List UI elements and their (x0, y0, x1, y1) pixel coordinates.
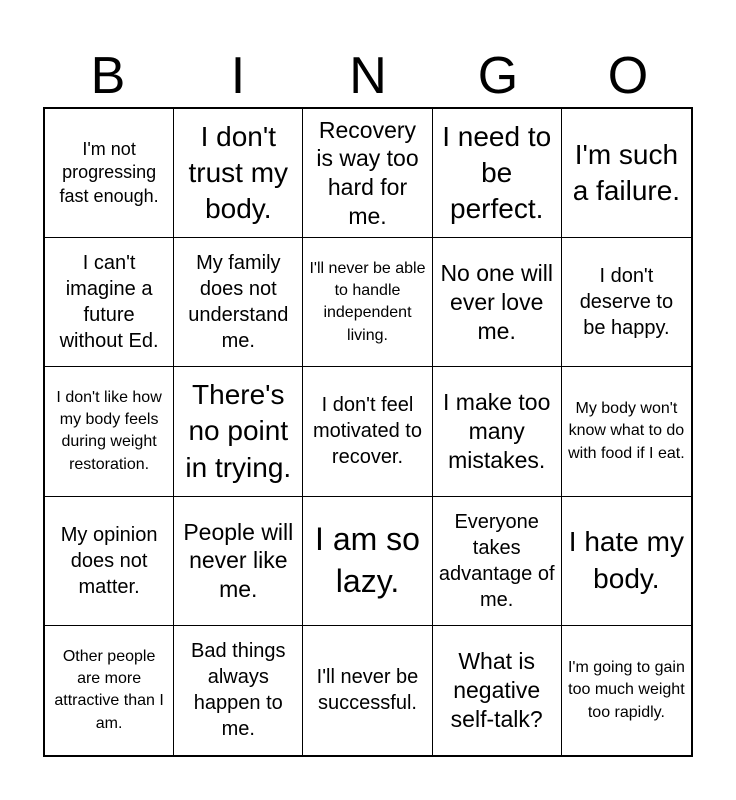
cell-text: No one will ever love me. (440, 260, 553, 344)
cell-text: Other people are more attractive than I am. (54, 647, 164, 732)
cell-text: I'll never be able to handle independent living. (309, 259, 426, 344)
cell-text: I need to be perfect. (442, 120, 552, 225)
cell-text: Everyone takes advantage of me. (438, 510, 555, 611)
bingo-board (43, 107, 693, 757)
bingo-cell[interactable] (433, 238, 562, 367)
cell-text: What is negative self-talk? (450, 648, 543, 732)
cell-text: My body won't know what to do with food if I eat. (568, 399, 685, 462)
bingo-header (43, 44, 693, 108)
bingo-cell[interactable] (174, 626, 303, 755)
cell-text: Bad things always happen to me. (191, 640, 286, 741)
cell-text: I don't feel motivated to recover. (313, 394, 422, 469)
bingo-cell[interactable] (433, 626, 562, 755)
cell-text: I'm going to gain too much weight too rapidly. (567, 658, 685, 721)
bingo-cell[interactable] (303, 497, 432, 626)
bingo-cell[interactable] (45, 626, 174, 755)
bingo-cell[interactable] (433, 109, 562, 238)
bingo-cell[interactable] (562, 367, 691, 496)
cell-text: I don't deserve to be happy. (579, 265, 674, 340)
bingo-cell[interactable] (45, 367, 174, 496)
header-letter-n: N (349, 47, 387, 105)
bingo-cell[interactable] (562, 497, 691, 626)
header-letter-g: G (477, 47, 519, 105)
bingo-cell[interactable] (433, 367, 562, 496)
cell-text: My family does not understand me. (188, 252, 289, 353)
cell-text: I'm such a failure. (572, 138, 681, 207)
bingo-cell[interactable] (303, 626, 432, 755)
cell-text: There's no point in trying. (185, 378, 292, 483)
header-letter-o: O (607, 47, 649, 105)
cell-text: I can't imagine a future without Ed. (59, 252, 159, 353)
cell-text: I make too many mistakes. (443, 389, 551, 473)
bingo-cell[interactable] (174, 109, 303, 238)
cell-text: I don't like how my body feels during weight restoration. (56, 388, 162, 473)
bingo-cell[interactable] (303, 109, 432, 238)
cell-text: I'm not progressing fast enough. (59, 139, 159, 206)
header-letter-i: I (230, 47, 246, 105)
cell-text: My opinion does not matter. (60, 523, 158, 598)
bingo-cell[interactable] (45, 109, 174, 238)
cell-text: Recovery is way too hard for me. (316, 116, 419, 229)
cell-text: I'll never be successful. (316, 666, 419, 715)
bingo-cell[interactable] (303, 238, 432, 367)
cell-text: People will never like me. (183, 518, 294, 603)
cell-text: I hate my body. (568, 526, 684, 594)
bingo-cell[interactable] (174, 238, 303, 367)
header-letter-b: B (90, 47, 126, 105)
bingo-cell[interactable] (174, 497, 303, 626)
bingo-cell[interactable] (562, 238, 691, 367)
bingo-cell[interactable] (174, 367, 303, 496)
cell-text: I am so lazy. (315, 521, 420, 599)
cell-text: I don't trust my body. (188, 120, 289, 225)
bingo-cell[interactable] (433, 497, 562, 626)
bingo-cell[interactable] (45, 497, 174, 626)
bingo-cell[interactable] (45, 238, 174, 367)
bingo-cell[interactable] (562, 626, 691, 755)
bingo-cell[interactable] (303, 367, 432, 496)
bingo-cell[interactable] (562, 109, 691, 238)
